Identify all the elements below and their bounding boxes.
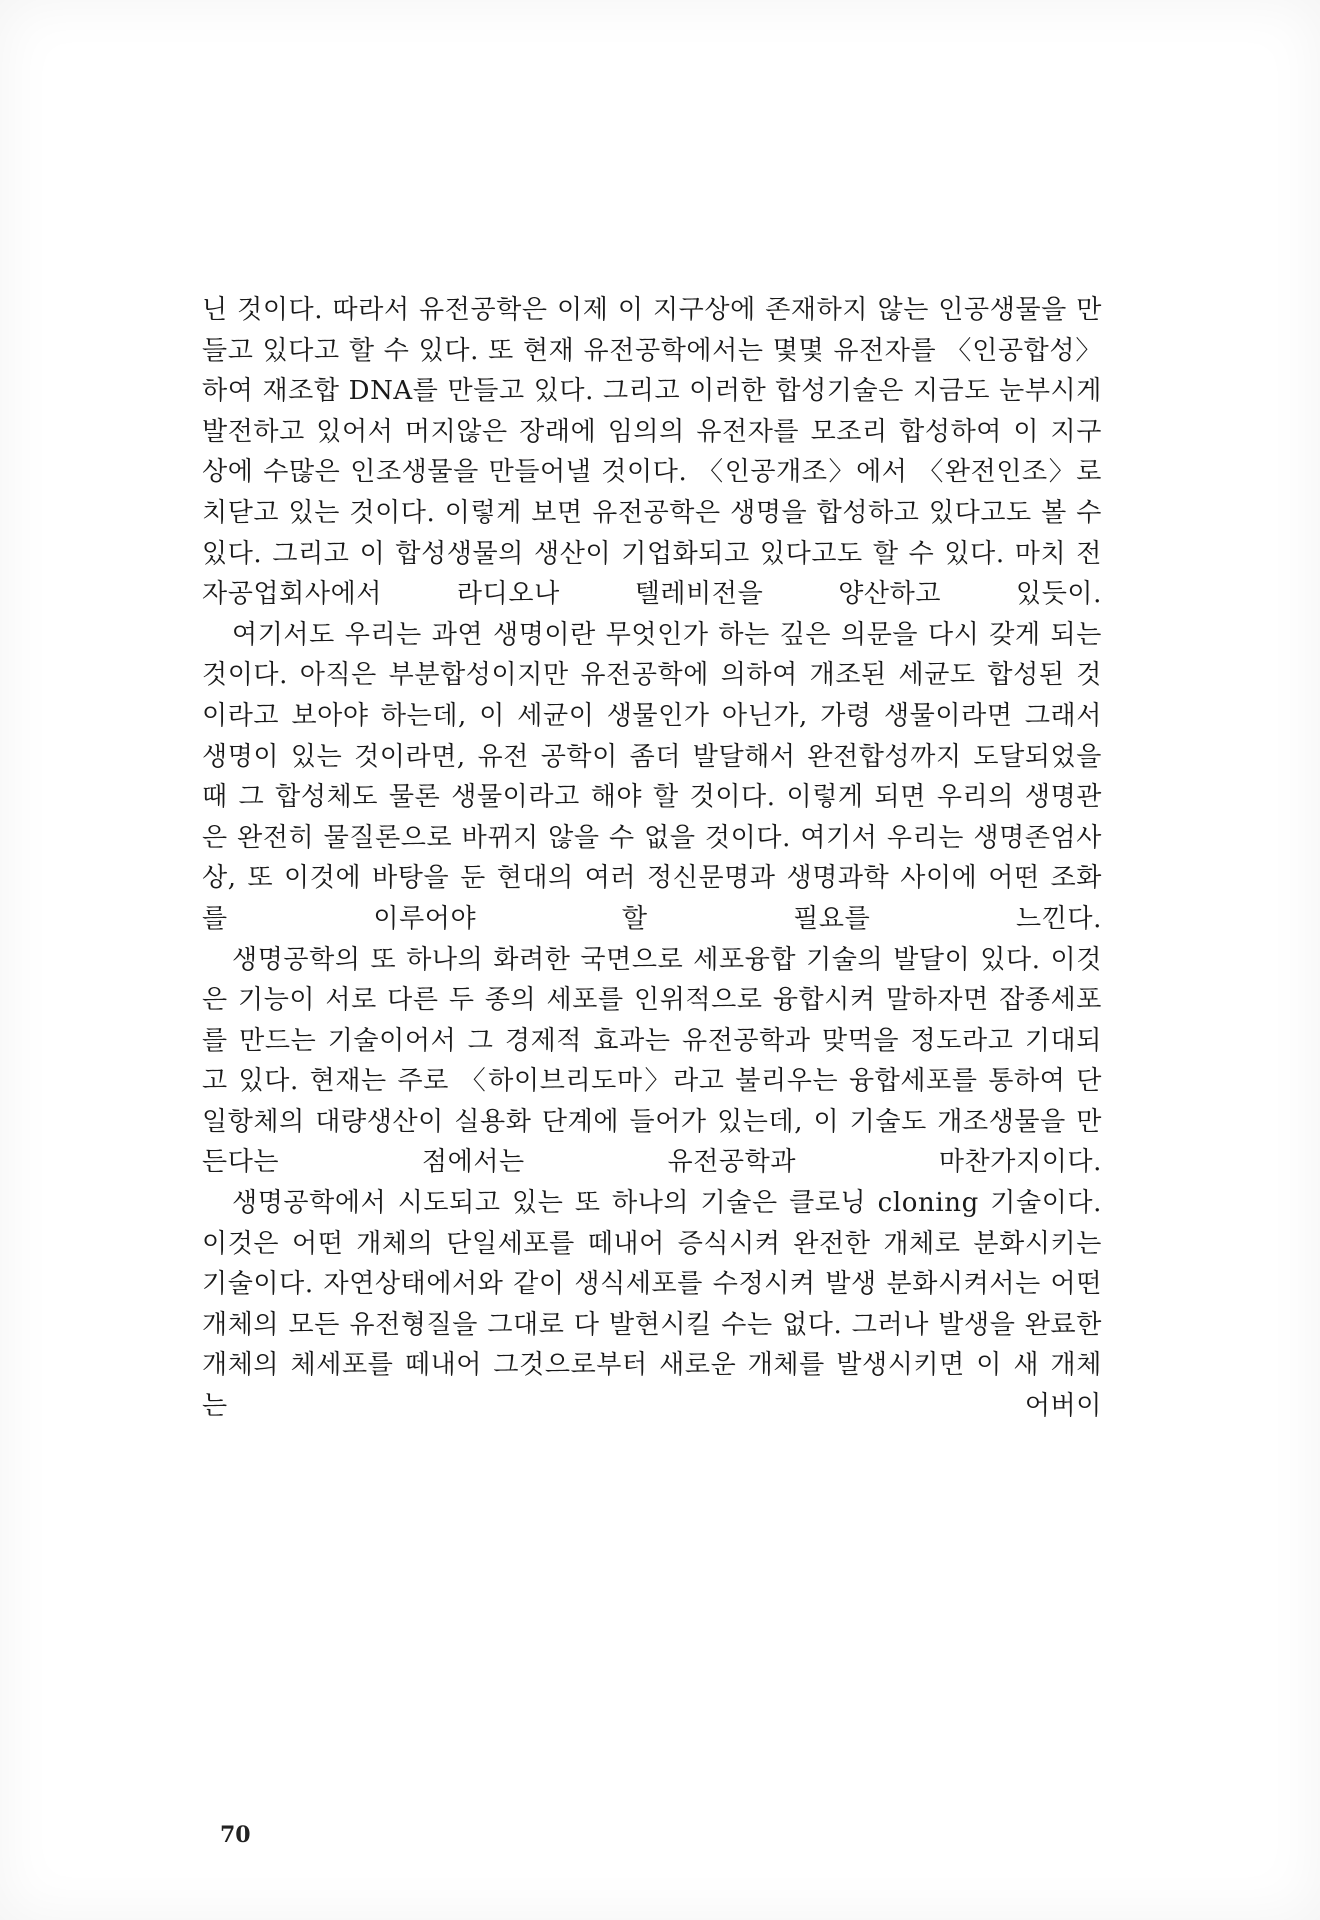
paragraph-3: 생명공학의 또 하나의 화려한 국면으로 세포융합 기술의 발달이 있다. 이것은 기능이 서로 다른 두 종의 세포를 인위적으로 융합시켜 말하자면 잡종세포를 만드는 기술이어서 그 경제적 효과는 유전공학과 맞먹을 정도라고 기대되고 있다. 현재는 주로 〈하이브리도마〉라고 불리우는 융합세포를 통하여 단일항체의 대량생산이 실용화 단계에 들어가 있는데, 이 기술도 개조생물을 만든다는 점에서는 유전공학과 마찬가지이다. (202, 944, 1102, 1178)
paragraph-1: 닌 것이다. 따라서 유전공학은 이제 이 지구상에 존재하지 않는 인공생물을 만들고 있다고 할 수 있다. 또 현재 유전공학에서는 몇몇 유전자를 〈인공합성〉하여 재조합 DNA를 만들고 있다. 그리고 이러한 합성기술은 지금도 눈부시게 발전하고 있어서 머지않은 장래에 임의의 유전자를 모조리 합성하여 이 지구상에 수많은 인조생물을 만들어낼 것이다. 〈인공개조〉에서 〈완전인조〉로 치닫고 있는 것이다. 이렇게 보면 유전공학은 생명을 합성하고 있다고도 볼 수 있다. 그리고 이 합성생물의 생산이 기업화되고 있다고도 할 수 있다. 마치 전자공업회사에서 라디오나 텔레비전을 양산하고 있듯이. (202, 295, 1102, 610)
page-number: 70 (220, 1822, 251, 1848)
paragraph-4: 생명공학에서 시도되고 있는 또 하나의 기술은 클로닝 cloning 기술이다. 이것은 어떤 개체의 단일세포를 떼내어 증식시켜 완전한 개체로 분화시키는 기술이다. 자연상태에서와 같이 생식세포를 수정시켜 발생 분화시켜서는 어떤 개체의 모든 유전형질을 그대로 다 발현시킬 수는 없다. 그러나 발생을 완료한 개체의 체세포를 떼내어 그것으로부터 새로운 개체를 발생시키면 이 새 개체는 어버이 (202, 1188, 1102, 1422)
body-text (202, 290, 1102, 1427)
paragraph-2: 여기서도 우리는 과연 생명이란 무엇인가 하는 깊은 의문을 다시 갖게 되는 것이다. 아직은 부분합성이지만 유전공학에 의하여 개조된 세균도 합성된 것이라고 보아야 하는데, 이 세균이 생물인가 아닌가, 가령 생물이라면 그래서 생명이 있는 것이라면, 유전 공학이 좀더 발달해서 완전합성까지 도달되었을 때 그 합성체도 물론 생물이라고 해야 할 것이다. 이렇게 되면 우리의 생명관은 완전히 물질론으로 바뀌지 않을 수 없을 것이다. 여기서 우리는 생명존엄사상, 또 이것에 바탕을 둔 현대의 여러 정신문명과 생명과학 사이에 어떤 조화를 이루어야 할 필요를 느낀다. (202, 619, 1102, 934)
